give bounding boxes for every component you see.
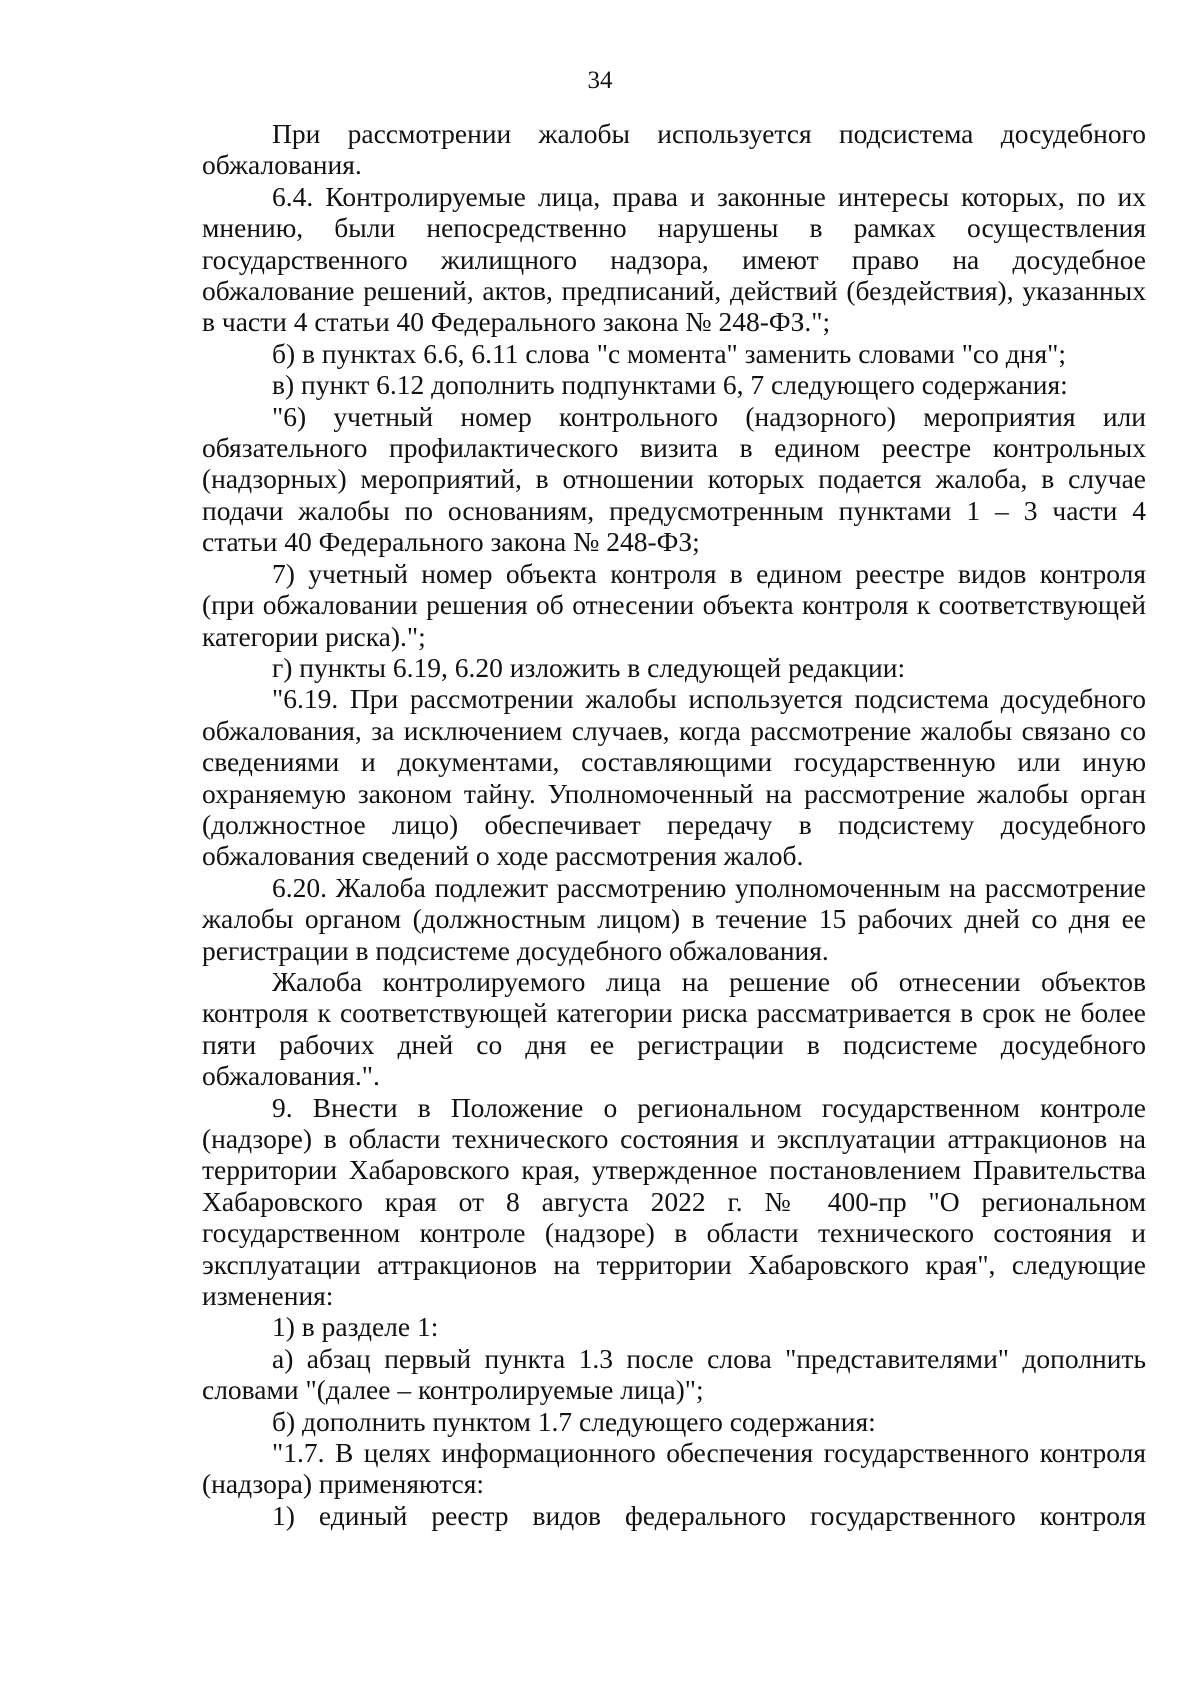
- page-number: 34: [587, 67, 613, 94]
- paragraph: в) пункт 6.12 дополнить подпунктами 6, 7 следующего содержания:: [272, 369, 1068, 401]
- paragraph: 6.20. Жалоба подлежит рассмотрению уполномоченным на рассмотрение жалобы органом (должностным лицом) в течение 15 рабочих дней со дня ее регистрации в подсистеме досудебного обжалования.: [202, 871, 1146, 966]
- paragraph: "6) учетный номер контрольного (надзорного) мероприятия или обязательного профилактического визита в едином реестре контрольных (надзорных) мероприятий, в отношении которых подается жалоба, в случае подачи жалобы по основаниям, предусмотренным пунктами 1 – 3 части 4 статьи 40 Федерального закона № 248-ФЗ;: [202, 400, 1146, 558]
- paragraph: "1.7. В целях информационного обеспечения государственного контроля (надзора) применяются:: [202, 1437, 1146, 1500]
- paragraph: При рассмотрении жалобы используется подсистема досудебного обжалования.: [202, 118, 1146, 181]
- paragraph: 6.4. Контролируемые лица, права и законные интересы которых, по их мнению, были непосредственно нарушены в рамках осуществления государственного жилищного надзора, имеют право на досудебное обжалование решений, актов, предписаний, действий (бездействия), указанных в части 4 статьи 40 Федерального закона № 248-ФЗ.";: [202, 180, 1146, 338]
- paragraph: б) в пунктах 6.6, 6.11 слова "с момента" заменить словами "со дня";: [272, 337, 1066, 369]
- paragraph: 9. Внести в Положение о региональном государственном контроле (надзоре) в области технического состояния и эксплуатации аттракционов на территории Хабаровского края, утвержденное постановлением Правительства Хабаровского края от 8 августа 2022 г. № 400-пр "О региональном государственном контроле (надзоре) в области технического состояния и эксплуатации аттракционов на территории Хабаровского края", следующие изменения:: [202, 1091, 1146, 1312]
- paragraph: Жалоба контролируемого лица на решение об отнесении объектов контроля к соответствующей категории риска рассматривается в срок не более пяти рабочих дней со дня ее регистрации в подсистеме досудебного обжалования.".: [202, 965, 1146, 1092]
- paragraph: а) абзац первый пункта 1.3 после слова "представителями" дополнить словами "(далее – контролируемые лица)";: [202, 1342, 1146, 1406]
- paragraph: 1) в разделе 1:: [272, 1311, 439, 1343]
- paragraph: г) пункты 6.19, 6.20 изложить в следующей редакции:: [272, 651, 906, 683]
- paragraph: "6.19. При рассмотрении жалобы используется подсистема досудебного обжалования, за исключением случаев, когда рассмотрение жалобы связано со сведениями и документами, составляющими государственную или иную охраняемую законом тайну. Уполномоченный на рассмотрение жалобы орган (должностное лицо) обеспечивает передачу в подсистему досудебного обжалования сведений о ходе рассмотрения жалоб.: [202, 683, 1146, 872]
- document-body: [202, 118, 1146, 1531]
- paragraph: б) дополнить пунктом 1.7 следующего содержания:: [272, 1405, 876, 1437]
- paragraph: 7) учетный номер объекта контроля в едином реестре видов контроля (при обжаловании решения об отнесении объекта контроля к соответствующей категории риска).";: [202, 557, 1146, 652]
- paragraph: 1) единый реестр видов федерального государственного контроля: [272, 1499, 1146, 1531]
